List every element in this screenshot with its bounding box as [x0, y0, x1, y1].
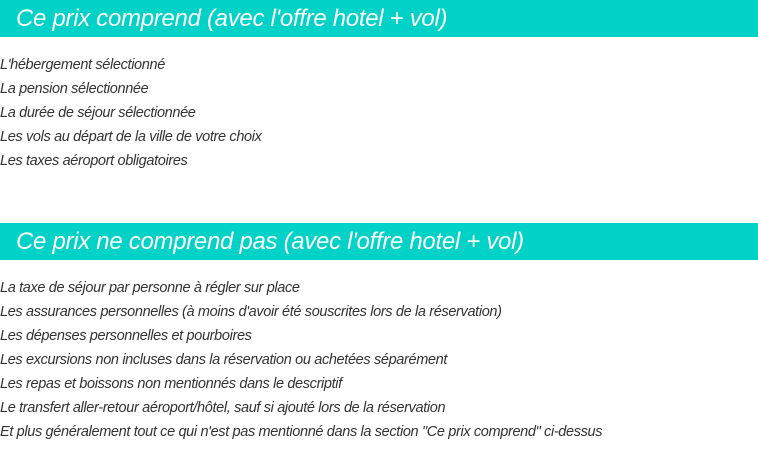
included-item-duration: La durée de séjour sélectionnée [0, 105, 196, 121]
included-items-list [0, 53, 262, 173]
included-item-airport-taxes: Les taxes aéroport obligatoires [0, 153, 188, 169]
not-included-item-meals: Les repas et boissons non mentionnés dans le descriptif [0, 376, 342, 392]
not-included-item-general: Et plus généralement tout ce qui n'est pas mentionné dans la section "Ce prix comprend" ci-dessus [0, 424, 603, 440]
included-section-title: Ce prix comprend (avec l'offre hotel + vol) [0, 0, 758, 37]
not-included-item-insurance: Les assurances personnelles (à moins d'avoir été souscrites lors de la réservation) [0, 304, 502, 320]
not-included-item-personal-expenses: Les dépenses personnelles et pourboires [0, 328, 252, 344]
not-included-items-list [0, 276, 602, 444]
not-included-item-excursions: Les excursions non incluses dans la réservation ou achetées séparément [0, 352, 448, 368]
included-item-accommodation: L'hébergement sélectionné [0, 57, 165, 73]
not-included-section-title: Ce prix ne comprend pas (avec l'offre hotel + vol) [0, 223, 758, 260]
included-item-board: La pension sélectionnée [0, 81, 149, 97]
not-included-item-tourist-tax: La taxe de séjour par personne à régler sur place [0, 280, 300, 296]
included-item-flights: Les vols au départ de la ville de votre choix [0, 129, 262, 145]
not-included-item-transfer: Le transfert aller-retour aéroport/hôtel, sauf si ajouté lors de la réservation [0, 400, 446, 416]
